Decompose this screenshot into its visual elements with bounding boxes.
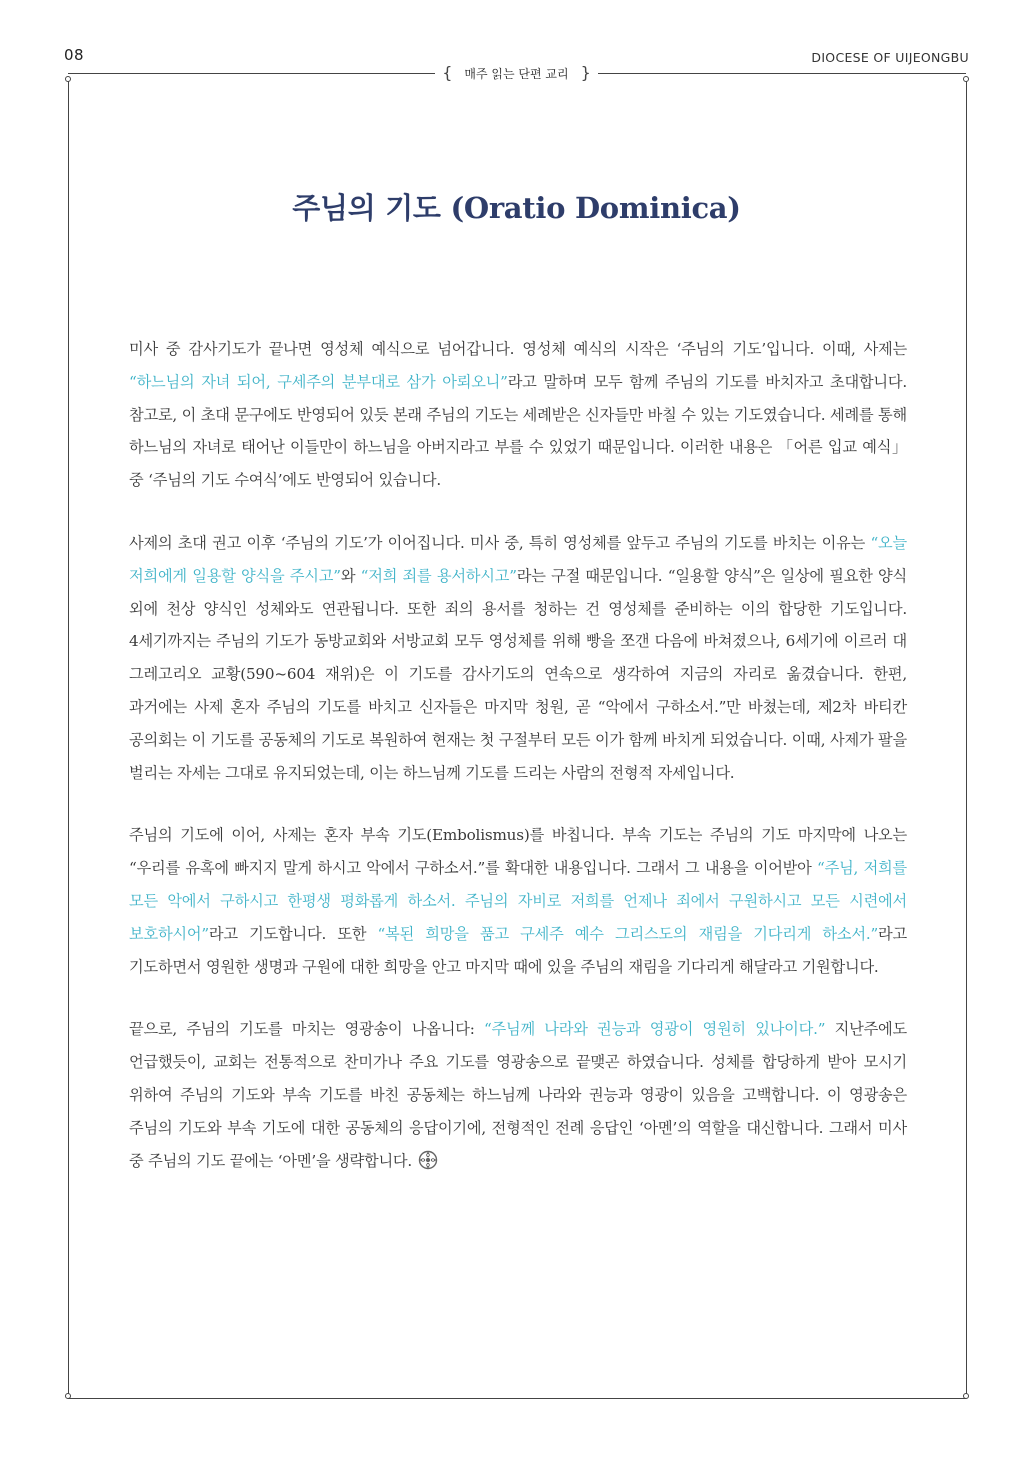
- paragraph: [129, 333, 907, 497]
- article-title: 주님의 기도 (Oratio Dominica): [292, 191, 741, 225]
- highlight-quote: “오늘 저희에게 일용할 양식을 주시고”: [129, 533, 907, 585]
- text-segment: 미사 중 감사기도가 끝나면 영성체 예식으로 넘어갑니다. 영성체 예식의 시작은 ‘주님의 기도’입니다. 이때, 사제는: [129, 340, 907, 358]
- highlight-quote: “저희 죄를 용서하시고”: [360, 566, 517, 585]
- right-rule: [966, 78, 967, 1396]
- text-segment: 사제의 초대 권고 이후 ‘주님의 기도’가 이어집니다. 미사 중, 특히 영성체를 앞두고 주님의 기도를 바치는 이유는: [129, 533, 871, 552]
- paragraph: [129, 527, 907, 789]
- section-label: [435, 63, 598, 84]
- text-segment: 라고 말하며 모두 함께 주님의 기도를 바치자고 초대합니다. 참고로, 이 초대 문구에도 반영되어 있듯 본래 주님의 기도는 세례받은 신자들만 바칠 수 있는 기도였습니다. 세례를 통해 하느님의 자녀로 태어난 이들만이 하느님을 아버지라고 부를 수 있었기 때문입니다. 이러한 내용은 「어른 입교 예식」 중 ‘주님의 기도 수여식’에도 반영되어 있습니다.: [129, 372, 907, 490]
- highlight-quote: “복된 희망을 품고 구세주 예수 그리스도의 재림을 기다리게 하소서.”: [377, 924, 879, 943]
- corner-dot-top-left: [65, 76, 71, 82]
- text-segment: 지난주에도 언급했듯이, 교회는 전통적으로 찬미가나 주요 기도를 영광송으로 끝맺곤 하였습니다. 성체를 합당하게 받아 모시기 위하여 주님의 기도와 부속 기도를 바친 공동체는 하느님께 나라와 권능과 영광이 있음을 고백합니다. 이 영광송은 주님의 기도와 부속 기도에 대한 공동체의 응답이기에, 전형적인 전례 응답인 ‘아멘’의 역할을 대신합니다. 그래서 미사 중 주님의 기도 끝에는 ‘아멘’을 생략합니다.: [129, 1020, 907, 1170]
- text-segment: 와: [340, 566, 361, 585]
- brace-open: {: [442, 63, 453, 82]
- corner-dot-bottom-left: [65, 1393, 71, 1399]
- text-segment: 주님의 기도에 이어, 사제는 혼자 부속 기도(Embolismus)를 바칩니다. 부속 기도는 주님의 기도 마지막에 나오는 “우리를 유혹에 빠지지 말게 하시고 악에서 구하소서.”를 확대한 내용입니다. 그래서 그 내용을 이어받아: [129, 826, 907, 878]
- brace-close: }: [580, 63, 591, 82]
- paragraph: [129, 1013, 907, 1181]
- cross-ornament-icon: [418, 1149, 438, 1182]
- text-segment: 라고 기도하면서 영원한 생명과 구원에 대한 희망을 안고 마지막 때에 있을 주님의 재림을 기다리게 해달라고 기원합니다.: [129, 924, 907, 976]
- text-segment: 라는 구절 때문입니다. “일용할 양식”은 일상에 필요한 양식 외에 천상 양식인 성체와도 연관됩니다. 또한 죄의 용서를 청하는 건 영성체를 준비하는 이의 합당한 기도입니다. 4세기까지는 주님의 기도가 동방교회와 서방교회 모두 영성체를 위해 빵을 쪼갠 다음에 바쳐졌으나, 6세기에 이르러 대 그레고리오 교황(590~604 재위)은 이 기도를 감사기도의 연속으로 생각하여 지금의 자리로 옮겼습니다. 한편, 과거에는 사제 혼자 주님의 기도를 바치고 신자들은 마지막 청원, 곧 “악에서 구하소서.”만 바쳤는데, 제2차 바티칸 공의회는 이 기도를 공동체의 기도로 복원하여 현재는 첫 구절부터 모든 이가 함께 바치게 되었습니다. 이때, 사제가 팔을 벌리는 자세는 그대로 유지되었는데, 이는 하느님께 기도를 드리는 사람의 전형적 자세입니다.: [129, 566, 907, 782]
- corner-dot-bottom-right: [963, 1393, 969, 1399]
- text-segment: 라고 기도합니다. 또한: [208, 924, 378, 943]
- paragraph: [129, 819, 907, 983]
- article-body: [129, 333, 907, 1211]
- text-segment: 끝으로, 주님의 기도를 마치는 영광송이 나옵니다:: [129, 1020, 484, 1039]
- publication-name: DIOCESE OF UIJEONGBU: [811, 50, 969, 65]
- page-number: 08: [64, 46, 85, 64]
- bottom-rule: [68, 1398, 966, 1399]
- highlight-quote: “하느님의 자녀 되어, 구세주의 분부대로 삼가 아뢰오니”: [129, 372, 508, 391]
- highlight-quote: “주님, 저희를 모든 악에서 구하시고 한평생 평화롭게 하소서. 주님의 자비로 저희를 언제나 죄에서 구원하시고 모든 시련에서 보호하시어”: [129, 859, 907, 943]
- highlight-quote: “주님께 나라와 권능과 영광이 영원히 있나이다.”: [483, 1020, 826, 1039]
- corner-dot-top-right: [963, 76, 969, 82]
- left-rule: [68, 78, 69, 1396]
- section-label-text: 매주 읽는 단편 교리: [464, 67, 569, 81]
